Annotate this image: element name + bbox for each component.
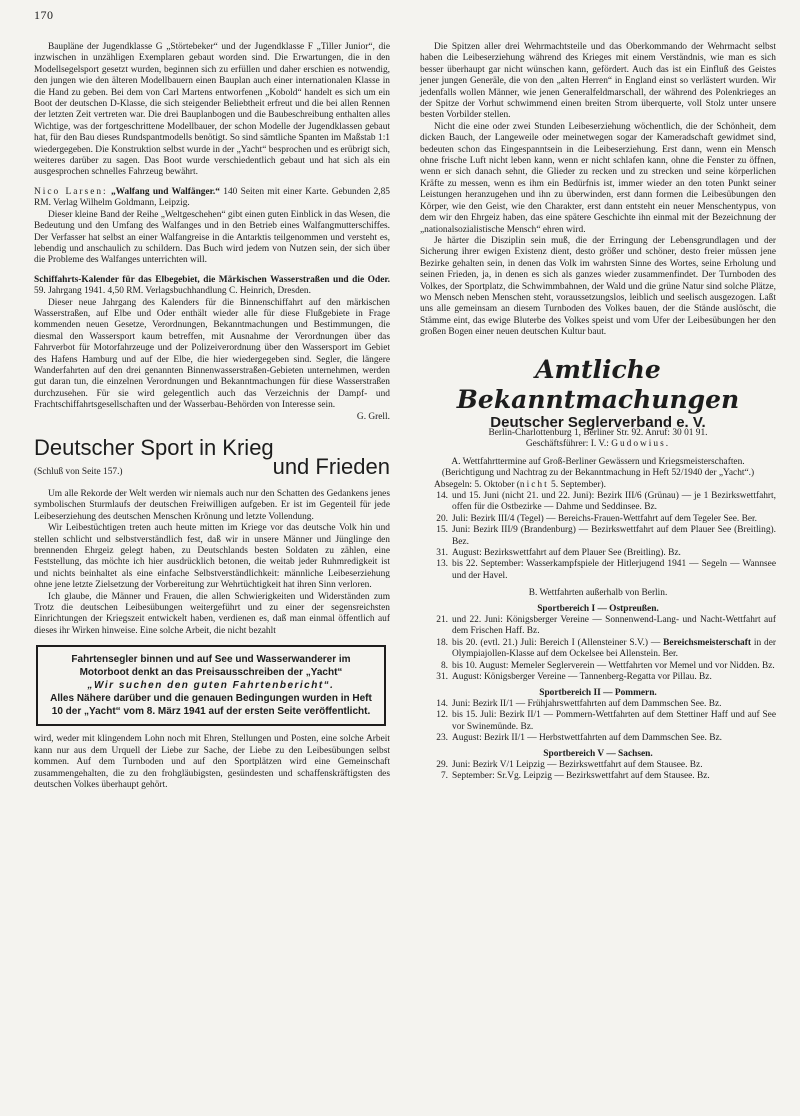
event-date: 31. (436, 548, 448, 559)
event-text: August: Königsberger Vereine — Tannenberg-Regatta vor Pillau. Bz. (452, 672, 712, 683)
event-date: 20. (436, 513, 448, 524)
right-column (420, 42, 776, 783)
event-text: Juni: Bezirk III/9 (Brandenburg) — Bezirkswettfahrt auf dem Plauer See (Breitling). Bez. (452, 525, 776, 547)
event-entry (420, 661, 776, 672)
section-b-title: B. Wettfahrten außerhalb von Berlin. (528, 588, 668, 599)
event-entry (420, 525, 776, 548)
event-text: August: Bezirkswettfahrt auf dem Plauer See (Breitling). Bz. (452, 548, 681, 559)
event-text: und 15. Juni (nicht 21. und 22. Juni): Bezirk III/6 (Grünau) — je 1 Bezirkswettfahrt, offen für die Ostbezirke — Dahme und Seddinsee. Bz. (452, 491, 776, 513)
absegeln-emphasis: nicht (519, 479, 549, 490)
event-text: bis 10. August: Memeler Seglerverein — Wettfahrten vor Memel und vor Nidden. Bz. (452, 660, 775, 671)
event-entry (420, 548, 776, 559)
contest-announcement-box (36, 645, 386, 726)
sportbereich-2-list (420, 699, 776, 745)
box-line: Alles Nähere darüber und die genauen Bedingungen wurden in Heft 10 der „Yacht“ vom 8. März 1941 auf der ersten Seite veröffentlicht. (50, 693, 372, 718)
article-paragraph: Wir Leibestüchtigen treten auch heute mitten im Kriege vor das deutsche Volk hin und stellen schlicht und selbstverständlich fest, daß wir in unsere Männer und Jünglinge den brennenden Ehrgeiz gelegt haben, zu Deutschlands besten Soldaten zu zählen, eine Feststellung, das möchte ich hier ausdrücklich betonen, die weitab jeder Ruhmredigkeit ist und nichts beinhaltet als eine einfache Selbstverständlichkeit: männliche Leibeserziehung ohne jene letzte Zielsetzung der Vorbereitung zur Wehrtüchtigkeit hat ihren Sinn verloren. (34, 523, 390, 591)
event-date: 18. (436, 637, 448, 648)
review-signature: G. Grell. (356, 411, 390, 422)
article-title: Deutscher Sport in Krieg (34, 435, 274, 460)
event-text: Juni: Bezirk V/1 Leipzig — Bezirkswettfahrt auf dem Stausee. Bz. (452, 759, 703, 770)
section-a-title: A. Wettfahrttermine auf Groß-Berliner Gewässern und Kriegsmeisterschaften. (451, 456, 745, 467)
event-text (452, 638, 776, 661)
article-paragraph: Die Spitzen aller drei Wehrmachtsteile und das Oberkommando der Wehrmacht selbst haben die Leibeserziehung während des Krieges mit einem Verständnis, wie man es sich besser überhaupt gar nicht wünschen kann, gefördert. Auch das ist ein Einfluß des Geistes jener jungen Generäle, die von den „alten Herren“ in England einst so verlästert wurden. Wir jedenfalls wollen Männer, wie jenen Generalfeldmarschall, der während des Polenkrieges an der Spitze der Vorhut schwimmend einen breiten Strom überquerte, voll Stolz unter unsere besten Vorbilder stellen. (420, 42, 776, 121)
box-line: Fahrtensegler binnen und auf See und Wasserwanderer im Motorboot denkt an das Preisausschreiben der „Yacht“ (71, 654, 351, 679)
event-entry (420, 615, 776, 638)
box-contest-name: „Wir suchen den guten Fahrtenbericht“. (87, 680, 335, 692)
event-date: 29. (436, 759, 448, 770)
review-heading-kalender (34, 275, 390, 298)
sportbereich-2-title: Sportbereich II — Pommern. (539, 687, 657, 698)
review-heading-walfang (34, 187, 390, 210)
event-text: September: Sr.Vg. Leipzig — Bezirkswettfahrt auf dem Stausee. Bz. (452, 771, 710, 782)
event-date: 14. (436, 698, 448, 709)
organization-manager (420, 439, 776, 450)
event-text-part: bis 20. (evtl. 21.) Juli: Bereich I (Allensteiner S.V.) — (452, 637, 664, 648)
article-title-second-line: und Frieden (272, 454, 390, 479)
event-entry (420, 638, 776, 661)
event-entry (420, 733, 776, 744)
article-paragraph: wird, weder mit klingendem Lohn noch mit Ehren, Stellungen und Posten, eine solche Arbeit kann nur aus dem Urquell der Liebe zur Sache, der Liebe zu den Leibesübungen selbst kommen. Auf dem Turnboden und auf den Sportplätzen wird eine Gemeinschaft zusammengehalten, die zu den frohgläubigsten, gesündesten und schaffenskräftigsten des deutschen Volkes überhaupt gehört. (34, 734, 390, 790)
event-date: 12. (436, 710, 448, 721)
event-entry (420, 491, 776, 514)
event-date: 7. (440, 771, 448, 782)
sportbereich-1-title: Sportbereich I — Ostpreußen. (537, 603, 659, 614)
event-text: bis 15. Juli: Bezirk II/1 — Pommern-Wettfahrten auf dem Stettiner Haff und auf See vor Swinemünde. Bz. (452, 710, 776, 732)
left-column (34, 42, 390, 791)
event-text: Juli: Bezirk III/4 (Tegel) — Bereichs-Frauen-Wettfahrt auf dem Tegeler See. Ber. (452, 513, 757, 524)
event-entry (420, 559, 776, 582)
page-number: 170 (34, 8, 54, 22)
event-date: 14. (436, 491, 448, 501)
manager-label: Geschäftsführer: I. V.: (525, 439, 609, 450)
event-date: 8. (440, 660, 448, 671)
review-body-kalender: Dieser neue Jahrgang des Kalenders für die Binnenschiffahrt auf den märkischen Wasserstraßen, auf Elbe und Oder enthält wieder alle für diese Flußgebiete in Frage kommenden neuen Gesetze, Verordnungen, Bekanntmachungen und Bestimmungen, die diesmal den Wassersport kaum betreffen, mit Ausnahme der Verordnungen über das Fahrverbot für Motorfahrzeuge und der Polizeiverordnung über den Wassersport im Gebiet des Hafens Hamburg und auf der Elbe, die hier wiedergegeben sind. Segler, die längere Wanderfahrten auf den drei genannten Binnenwasserstraßen-Gebieten unternehmen, werden gut daran tun, die einzelnen Verordnungen und Bekanntmachungen für diese Wasserstraßen durchzusehen. Für sie wird gelegentlich auch das Verzeichnis der Dampf- und Frachtschiffahrtsgesellschaften und der Wasserbau-Behörden von Interesse sein. (34, 297, 390, 411)
event-text: August: Bezirk II/1 — Herbstwettfahrten auf dem Dammschen See. Bz. (452, 733, 722, 744)
sportbereich-5-title: Sportbereich V — Sachsen. (543, 748, 653, 759)
event-date: 21. (436, 615, 448, 626)
event-date: 13. (436, 559, 448, 570)
review-body-walfang: Dieser kleine Band der Reihe „Weltgeschehen“ gibt einen guten Einblick in das Wesen, die Bedeutung und den Umfang des Walfanges und in den Betrieb eines Walfangmutterschiffes. Der Verfasser hat selbst an einer Walfangreise in die Antarktis teilgenommen und versteht es, lebendig und anschaulich zu schildern. Das Buch wird jedem von Nutzen sein, der sich über die Probleme des Walfanges unterrichten will. (34, 209, 390, 266)
continuation-note: (Schluß von Seite 157.) (34, 467, 123, 477)
review-details: 59. Jahrgang 1941. 4,50 RM. Verlagsbuchhandlung C. Heinrich, Dresden. (34, 286, 311, 297)
event-text: und 22. Juni: Königsberger Vereine — Sonnenwend-Lang- und Nacht-Wettfahrt auf dem Frischen Haff. Bz. (452, 615, 776, 637)
article-paragraph: Nicht die eine oder zwei Stunden Leibeserziehung wöchentlich, die der Schönheit, dem dicken Bauch, der Langeweile oder meinetwegen sogar der Kameradschaft gewidmet sind, bedeuten schon das Eingespanntsein in die Leibeserziehung. Erst dann, wenn ein Mensch ohne frische Luft nicht leben kann, wenn er nicht schlafen kann, ohne die Fenster zu öffnen, wenn er sich danach sehnt, die Glieder zu recken und zu strecken und seine körperlichen Kräfte zu messen, wenn es ihm ein Bedürfnis ist, immer wieder an den toten Punkt seiner Leistungen heranzugehen und ihn zu überwinden, erst dann formen die Leibesübungen den Körper, wie den Geist, wie den Charakter, erst dann entsteht ein neuer Menschentypus, von dem wir den Ehrgeiz haben, das eine spätere Geschichte ihn einmal mit der Bezeichnung der „nationalsozialistische Mensch“ ehren wird. (420, 121, 776, 235)
event-text-part: in der Olympiajollen-Klasse auf dem Ockelsee bei Allenstein. Ber. (452, 637, 777, 660)
event-entry (420, 771, 776, 782)
event-entry (420, 699, 776, 710)
review-details: 140 Seiten mit einer Karte. Gebunden 2,85 RM. Verlag Wilhelm Goldmann, Leipzig. (34, 186, 390, 209)
review-author: Nico Larsen: (34, 186, 108, 197)
article-subtitle-row (34, 454, 390, 489)
event-highlight: Bereichsmeisterschaft (663, 637, 751, 648)
sportbereich-5-list (420, 760, 776, 783)
event-date: 31. (436, 672, 448, 683)
section-a-note: (Berichtigung und Nachtrag zu der Bekanntmachung in Heft 52/1940 der „Yacht“.) (441, 468, 755, 479)
announcements-heading: Amtliche Bekanntmachungen (456, 354, 740, 414)
organization-address: Berlin-Charlottenburg 1, Berliner Str. 92. Anruf: 30 01 91. (488, 427, 708, 438)
article-paragraph: Um alle Rekorde der Welt werden wir niemals auch nur den Schatten des Gedankens jenes symbolischen Sturmlaufs der deutschen Freiwilligen aufgeben. Er ist im Gegenteil für jede Leibeserziehung des deutschen Menschen Krönung und letzte Vollendung. (34, 489, 390, 522)
event-date: 15. (436, 525, 448, 536)
sportbereich-1-list (420, 615, 776, 683)
event-text: bis 22. September: Wasserkampfspiele der Hitlerjugend 1941 — Segeln — Wannsee und der Havel. (452, 559, 776, 581)
event-entry (420, 760, 776, 771)
review-title: Schiffahrts-Kalender für das Elbegebiet, die Märkischen Wasserstraßen und die Oder. (34, 274, 390, 285)
absegeln-text: 5. September). (548, 479, 606, 490)
article-paragraph: Je härter die Disziplin sein muß, die der Erringung der Lebensgrundlagen und der Sicherung ihrer ewigen Existenz dient, desto größer und schöner, desto freier müssen jene Bezirke gehalten sein, in denen das Volk im wahrsten Sinne des Wortes, seine Erholung und seinen Frieden, ja, in denen es sich als ganzes wieder zusammenfindet. Der Turnboden des Volkes, der Sportplatz, die Schwimmbahnen, der Wald und die grüne Natur sind solche Plätze, wo Mensch neben Menschen steht, voraussetzungslos, leiblich und seelisch ausgezogen. Laßt uns alle gemeinsam an diesem Turnboden des Volkes bauen, der die Stände auslöscht, die Stämme eint, das ewige Bluterbe des Volkes speist und vom Ufer der Leibesübungen her den großen Bogen einer neuen deutschen Kultur baut. (420, 235, 776, 338)
organization-name: Deutscher Seglerverband e. V. (490, 413, 706, 431)
section-a-list (420, 491, 776, 582)
event-entry (420, 672, 776, 683)
event-date: 23. (436, 733, 448, 744)
manager-name: Gudowius. (611, 439, 671, 450)
absegeln-text: Absegeln: 5. Oktober ( (434, 479, 520, 490)
book-review-text: Baupläne der Jugendklasse G „Störtebeker“ und der Jugendklasse F „Tiller Junior“, die inzwischen in unzähligen Exemplaren gebaut worden sind. Die Erwartungen, die in den Modellsegelsport gesetzt wurden, beginnen sich zu erfüllen und daher erschien es notwendig, den jungen wie den älteren Modellbauern einen Bauplan auch einer internationalen Klasse in die Hand zu geben. Bei dem von Carl Martens entworfenen „Kobold“ handelt es sich um ein Boot der deutschen D-Klasse, die sich steigender Beliebtheit erfreut und die bei allen Rennen der letzten Zeit vertreten war. Die drei Bauplanbogen und die Baubeschreibung enthalten alles Wichtige, was der fortgeschrittene Modellbauer, der schon Modelle der Jugendklassen gebaut hat, für den Bau dieses Rundspantmodells benötigt. So sind sämtliche Spanten im Maßstab 1:1 wiedergegeben. Die Konstruktion selbst wurde in der „Yacht“ besprochen und es erübrigt sich, weiteres darüber zu sagen. Das Boot wurde verschiedentlich gebaut und hat sich als ein ausgesprochen schnelles Fahrzeug bewährt. (34, 42, 390, 178)
event-entry (420, 514, 776, 525)
event-entry (420, 710, 776, 733)
event-text: Juni: Bezirk II/1 — Frühjahrswettfahrten auf dem Dammschen See. Bz. (452, 698, 722, 709)
review-title: „Walfang und Walfänger.“ (110, 186, 220, 197)
article-paragraph: Ich glaube, die Männer und Frauen, die allen Schwierigkeiten und Widerständen zum Trotz die deutschen Leibesübungen weitergeführt und zu einer der segensreichsten Einrichtungen der Kriegszeit entwickelt haben, verdienen es, daß man einmal öffentlich auf dieses ihr Wirken hinweise. Eine solche Arbeit, die nicht bezahlt (34, 591, 390, 636)
absegeln-line (420, 480, 776, 491)
